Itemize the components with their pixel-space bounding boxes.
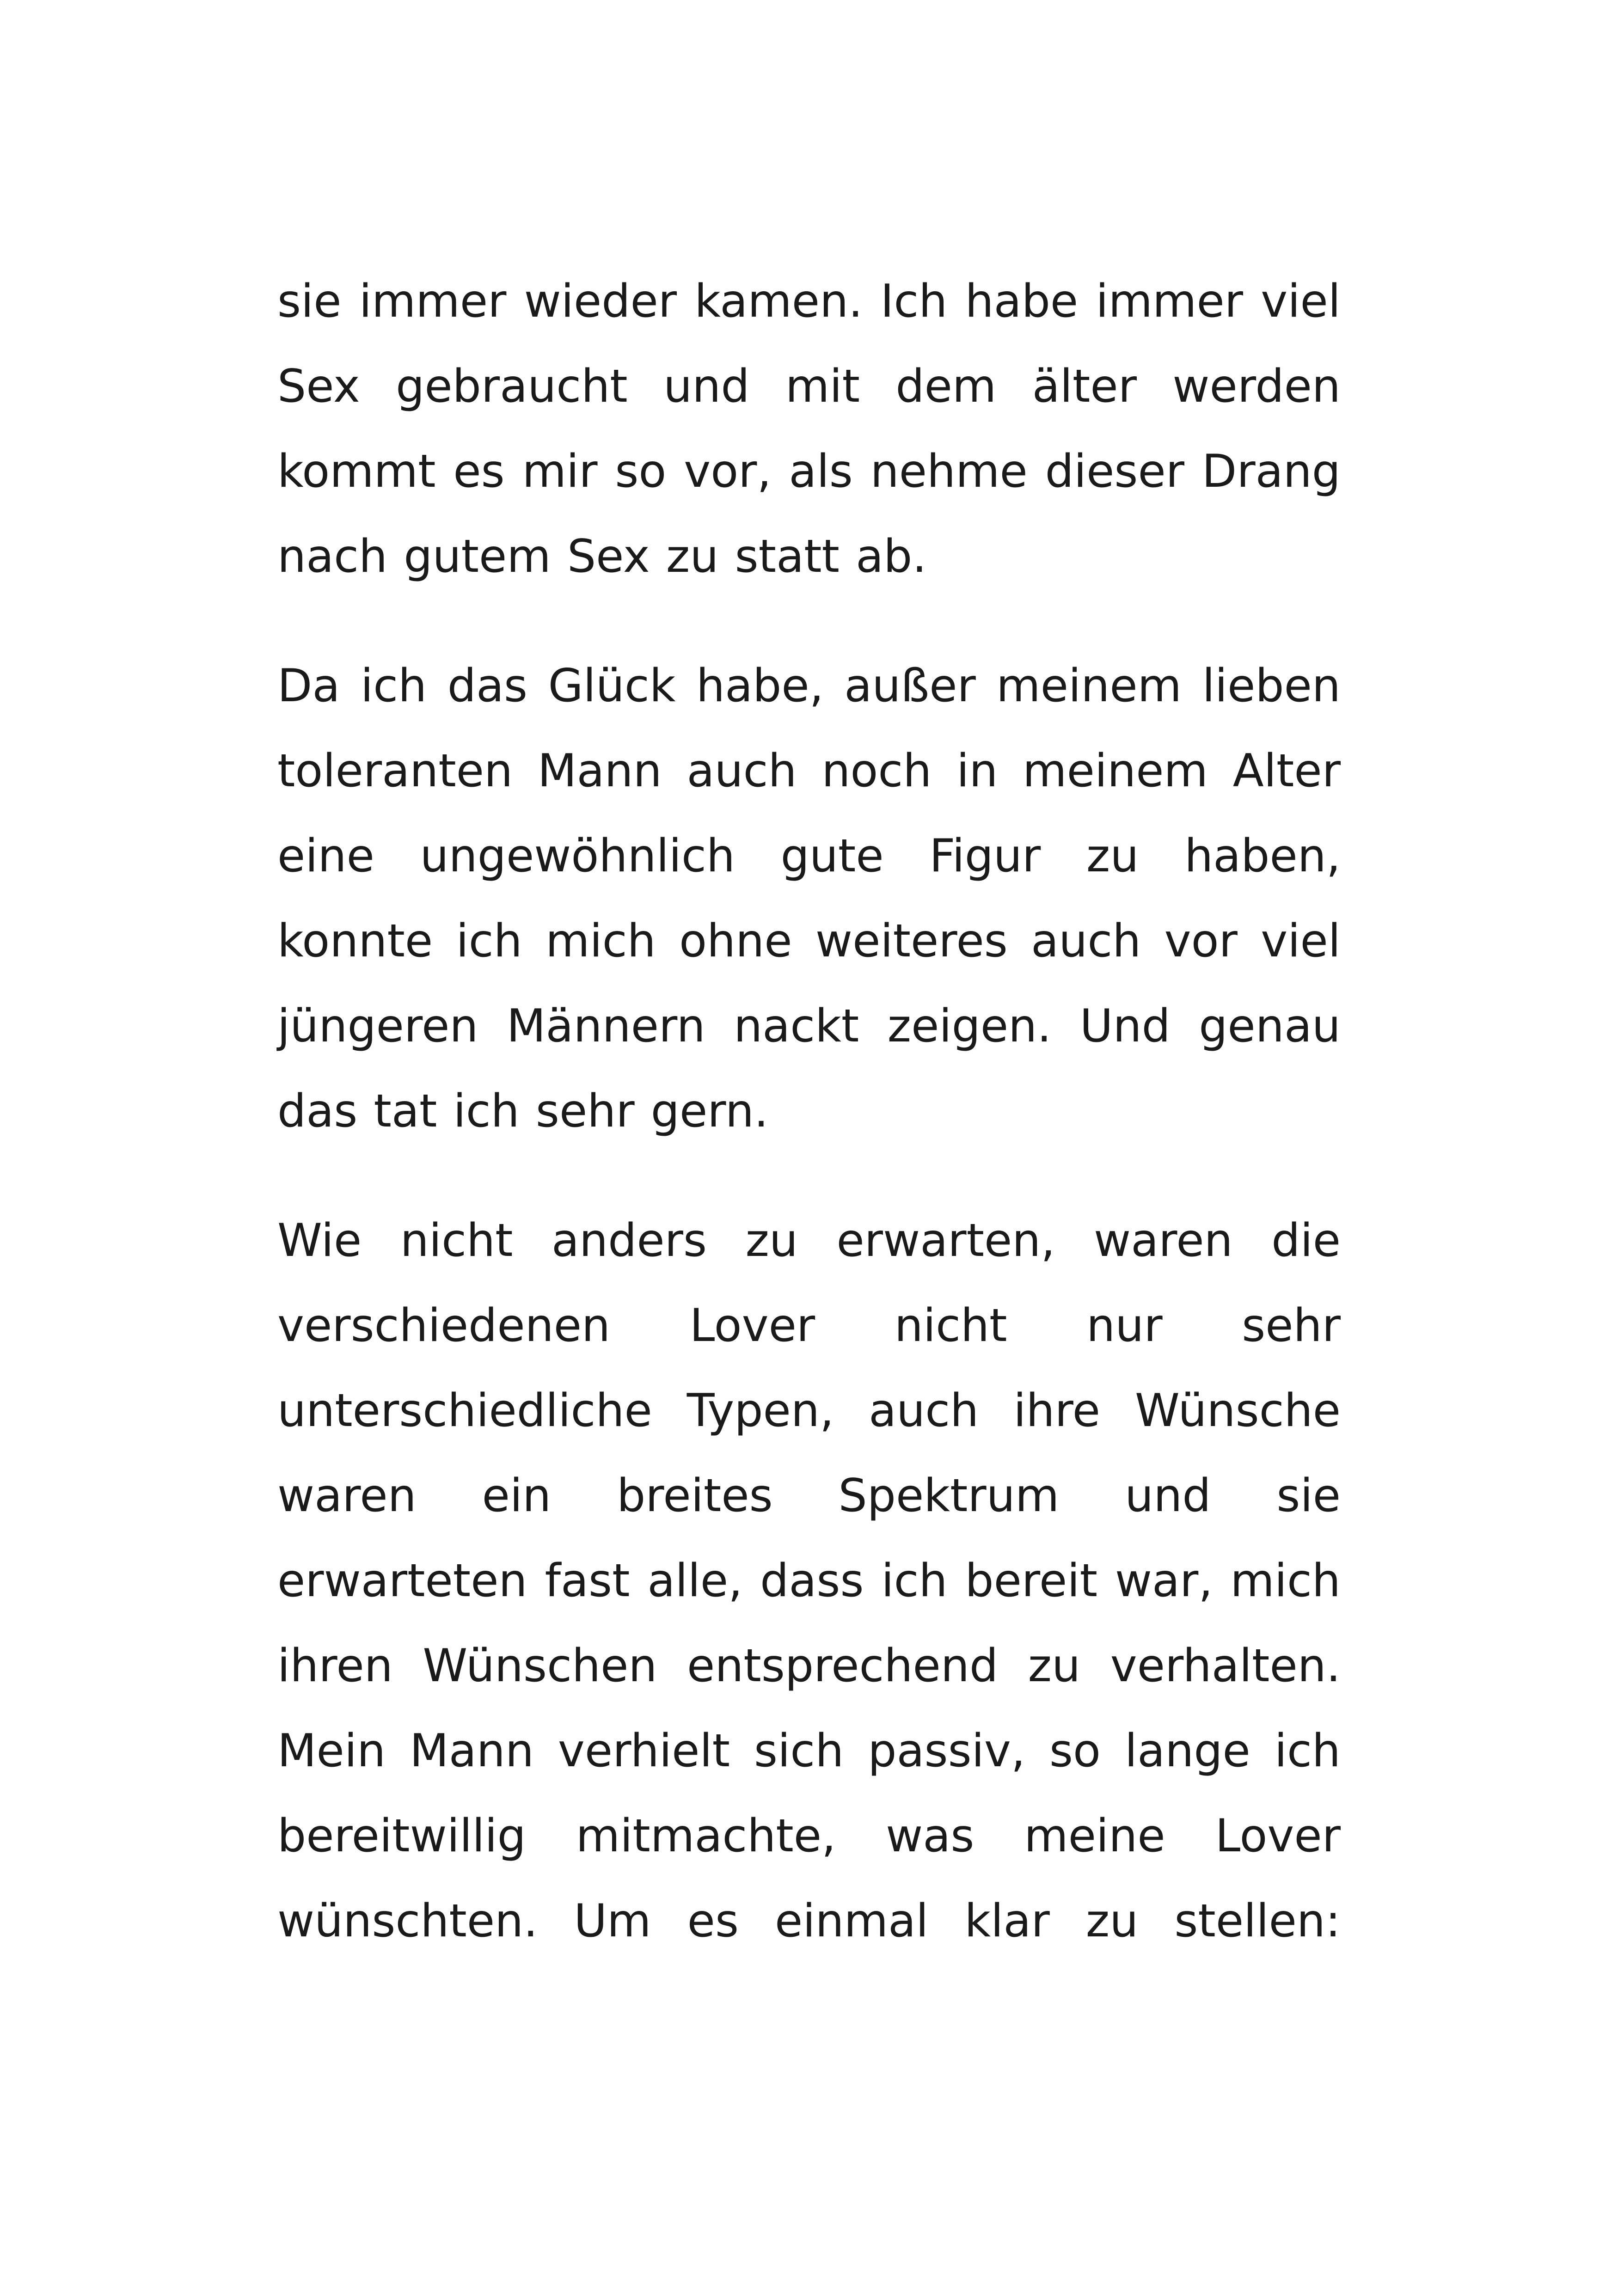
paragraph-3: Wie nicht anders zu erwarten, waren die verschiedenen Lover nicht nur sehr unterschiedliche Typen, auch ihre Wünsche waren ein breites Spektrum und sie erwarteten fast alle, dass ich bereit war, mich ihren Wünschen entsprechend zu verhalten. Mein Mann verhielt sich passiv, so lange ich bereitwillig mitmachte, was meine Lover wünschten. Um es einmal klar zu stellen: — [277, 1214, 1341, 1947]
body-text — [277, 259, 1341, 1964]
paragraph-2: Da ich das Glück habe, außer meinem lieben toleranten Mann auch noch in meinem Alter eine ungewöhnlich gute Figur zu haben, konnte ich mich ohne weiteres auch vor viel jüngeren Männern nackt zeigen. Und genau das tat ich sehr gern. — [277, 660, 1341, 1138]
paragraph-1: sie immer wieder kamen. Ich habe immer viel Sex gebraucht und mit dem älter werden kommt es mir so vor, als nehme dieser Drang nach gutem Sex zu statt ab. — [277, 275, 1341, 583]
